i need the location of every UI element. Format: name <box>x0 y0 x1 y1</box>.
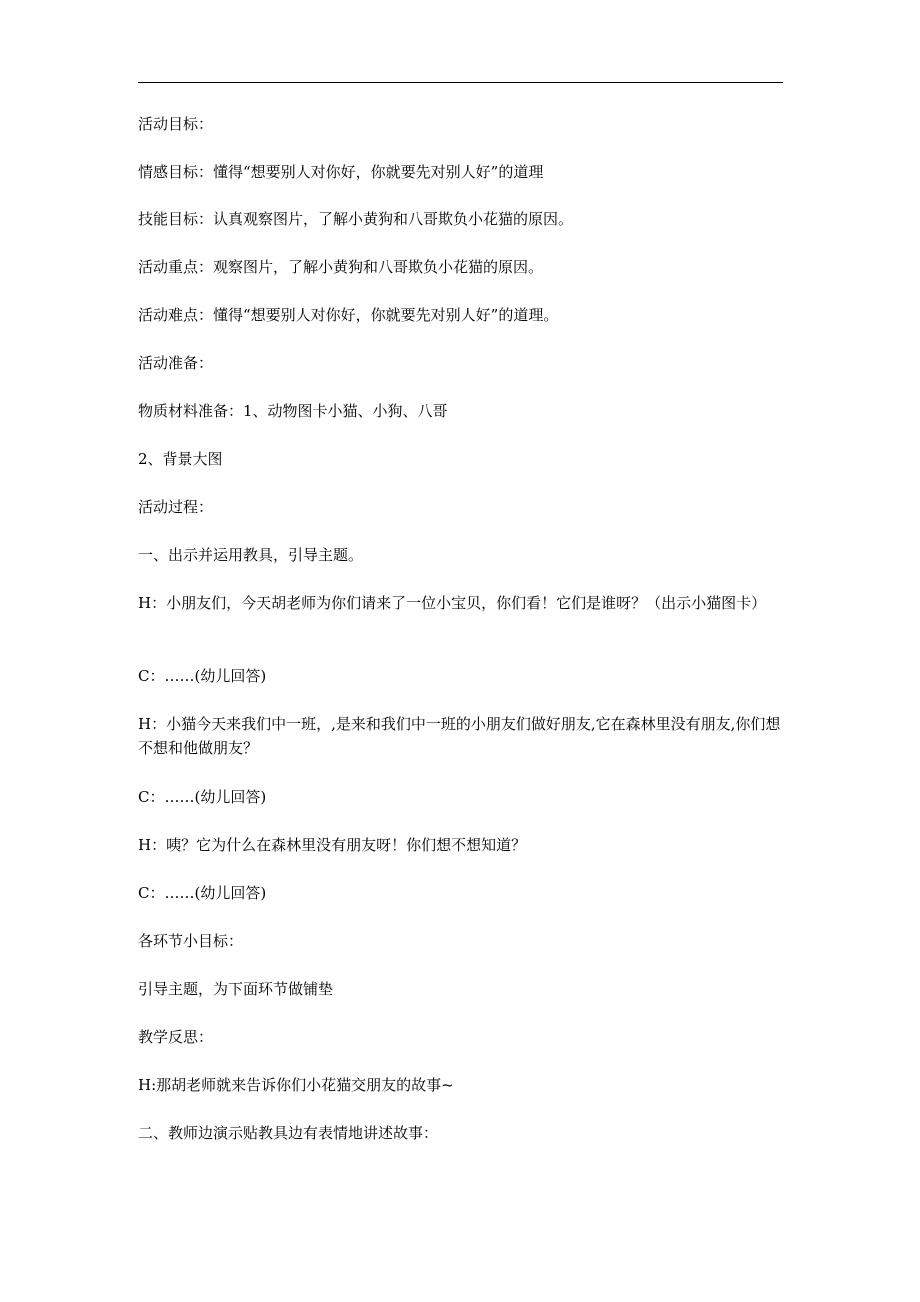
paragraph-reflection: 教学反思： <box>138 1028 214 1046</box>
paragraph-preparation: 活动准备： <box>138 354 214 372</box>
paragraph-difficulty: 活动难点：懂得“想要别人对你好，你就要先对别人好”的道理。 <box>138 306 559 324</box>
paragraph-activity-goals: 活动目标： <box>138 115 214 133</box>
paragraph-lead-topic: 引导主题，为下面环节做铺垫 <box>138 980 334 998</box>
paragraph-section-goals: 各环节小目标： <box>138 932 244 950</box>
paragraph-step-two: 二、教师边演示贴教具边有表情地讲述故事： <box>138 1124 439 1142</box>
paragraph-background-image: 2、背景大图 <box>138 450 223 468</box>
paragraph-teacher-story-intro: H:那胡老师就来告诉你们小花猫交朋友的故事~ <box>138 1076 454 1094</box>
paragraph-materials: 物质材料准备：1、动物图卡小猫、小狗、八哥 <box>138 402 448 420</box>
paragraph-skill-goal: 技能目标：认真观察图片，了解小黄狗和八哥欺负小花猫的原因。 <box>138 210 574 228</box>
paragraph-teacher-line-2: H：小猫今天来我们中一班，,是来和我们中一班的小朋友们做好朋友,它在森林里没有朋友,你们想不想和他做朋友？ <box>138 715 781 757</box>
header-rule <box>138 82 783 83</box>
paragraph-child-answer-2: C：……(幼儿回答) <box>138 788 267 806</box>
paragraph-key-point: 活动重点：观察图片，了解小黄狗和八哥欺负小花猫的原因。 <box>138 258 544 276</box>
paragraph-step-one: 一、出示并运用教具，引导主题。 <box>138 546 364 564</box>
paragraph-teacher-line-1: H：小朋友们，今天胡老师为你们请来了一位小宝贝，你们看！它们是谁呀？（出示小猫图卡） <box>138 594 767 612</box>
paragraph-emotional-goal: 情感目标：懂得“想要别人对你好，你就要先对别人好”的道理 <box>138 163 544 181</box>
paragraph-child-answer-3: C：……(幼儿回答) <box>138 884 267 902</box>
paragraph-teacher-line-3: H：咦？它为什么在森林里没有朋友呀！你们想不想知道？ <box>138 836 527 854</box>
paragraph-process: 活动过程： <box>138 498 214 516</box>
paragraph-child-answer-1: C：……(幼儿回答) <box>138 667 267 685</box>
